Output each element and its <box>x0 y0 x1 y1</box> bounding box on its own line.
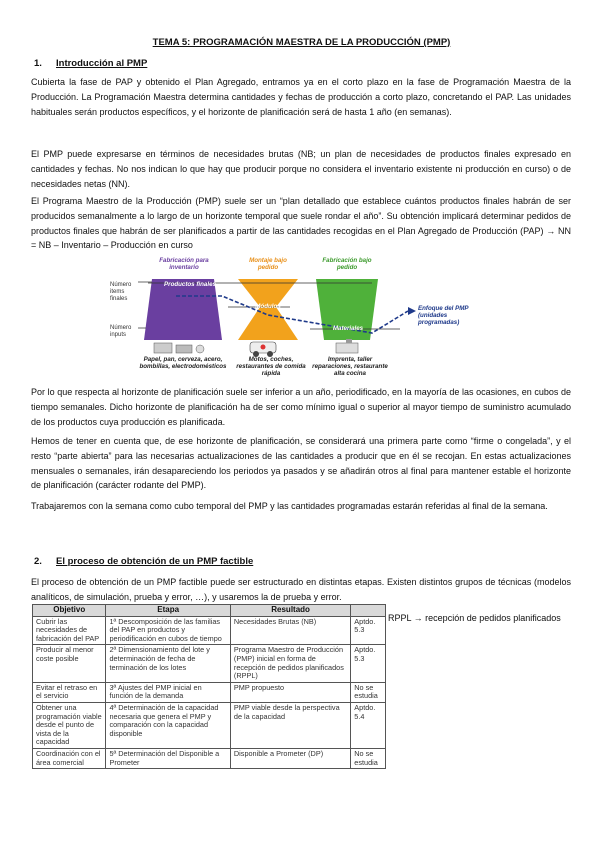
diagram-materials: Materiales <box>332 325 364 332</box>
table-header-row <box>33 605 386 617</box>
diagram-head-order: Fabricación bajo pedido <box>322 257 372 271</box>
section-1-heading <box>34 58 147 69</box>
table-header <box>351 605 386 617</box>
inventory-trapezoid <box>144 279 222 340</box>
table-cell: No se estudia <box>351 682 386 702</box>
diagram-caption-assembly: Motos, coches, restaurantes de comida rápida <box>236 356 306 377</box>
table-header: Etapa <box>106 605 230 617</box>
diagram-caption-inventory: Papel, pan, cerveza, acero, bombillas, electrodomésticos <box>139 356 227 370</box>
section-title: El proceso de obtención de un PMP factible <box>56 556 254 567</box>
diagram-label-final-items: Número items finales <box>110 282 132 302</box>
diagram-modules: Módulos <box>255 303 281 310</box>
table-cell: 5ª Determinación del Disponible a Prometer <box>106 748 230 768</box>
section-2-heading <box>34 556 253 567</box>
table-cell: Programa Maestro de Producción (PMP) inicial en forma de recepción de pedidos planificados (RPPL) <box>230 645 350 682</box>
table-cell: 2ª Dimensionamiento del lote y determinación de fecha de terminación de los lotes <box>106 645 230 682</box>
section-title: Introducción al PMP <box>56 58 148 69</box>
table-cell: PMP viable desde la perspectiva de la capacidad <box>230 702 350 748</box>
paragraph-4: Por lo que respecta al horizonte de planificación suele ser inferior a un año, periodificado, en la mayoría de las ocasiones, en cubos de tiempo semanales. Dicho horizonte de planificación ha de ser como mínimo igual o superior al mayor tiempo de suministro acumulado de los productos cuya producción es planificada. <box>31 387 571 427</box>
diagram-head-inventory: Fabricación para inventario <box>159 257 209 271</box>
table-row <box>33 616 386 645</box>
diagram-final-products: Productos finales <box>164 281 216 288</box>
paragraph-7: El proceso de obtención de un PMP factible puede ser estructurado en distintas etapas. Existen distintos grupos de técnicas (modelos analíticos, de simulación, prueba y error, …), y usaremos la de prueba y error. <box>31 577 571 602</box>
table-row <box>33 682 386 702</box>
table-cell: Aptdo. 5.3 <box>351 616 386 645</box>
table-cell: No se estudia <box>351 748 386 768</box>
pmp-stages-table <box>32 604 386 769</box>
diagram-head-assembly: Montaje bajo pedido <box>249 257 287 271</box>
table-row <box>33 645 386 682</box>
diagram-label-inputs: Número inputs <box>110 325 132 338</box>
table-cell: Obtener una programación viable desde el punto de vista de la capacidad <box>33 702 106 748</box>
paragraph-5: Hemos de tener en cuenta que, de ese horizonte de planificación, se considerará una primera parte como “firme o congelada”, y el resto “parte abierta” para las necesarias actualizaciones de las cantidades a producir que en él se recojan. En estas actualizaciones mensuales o semanales, irán desapareciendo los periodos ya pasados y se añadirán otros al final para mantener estable el horizonte de planificación (carácter rodante del PMP). <box>31 436 571 491</box>
table-cell: PMP propuesto <box>230 682 350 702</box>
table-cell: Evitar el retraso en el servicio <box>33 682 106 702</box>
table-row <box>33 748 386 768</box>
table-cell: 3ª Ajustes del PMP inicial en función de la demanda <box>106 682 230 702</box>
table-cell: Producir al menor coste posible <box>33 645 106 682</box>
section-number: 1. <box>34 58 42 69</box>
diagram-caption-order: Imprenta, taller reparaciones, restaurante alta cocina <box>312 356 388 377</box>
table-header: Resultado <box>230 605 350 617</box>
table-header: Objetivo <box>33 605 106 617</box>
paragraph-2: El PMP puede expresarse en términos de necesidades brutas (NB; un plan de necesidades de productos finales expresado en cantidades y fechas. No nos indican lo que hay que producir porque no considera el inventario existente ni producción en curso) o de necesidades netas (NN). <box>31 149 571 189</box>
table-cell: Cubrir las necesidades de fabricación del PAP <box>33 616 106 645</box>
paragraph-3: El Programa Maestro de la Producción (PMP) suele ser un “plan detallado que establece cuántos productos finales habrán de ser producidos semanalmente a lo largo de un horizonte temporal que suele rondar el año”. Su obtención implicará determinar pedidos de productos finales que habrán de ser planificados a partir de las cantidades recogidas en el Plan Agregado de Producción (PAP) → NN = NB – Inventario – Producción en curso <box>31 196 571 251</box>
table-cell: Necesidades Brutas (NB) <box>230 616 350 645</box>
document-title: TEMA 5: PROGRAMACIÓN MAESTRA DE LA PRODUCCIÓN (PMP) <box>152 37 451 48</box>
table-cell: Disponible a Prometer (DP) <box>230 748 350 768</box>
paragraph-1: Cubierta la fase de PAP y obtenido el Plan Agregado, entramos ya en el corto plazo en la fase de Programación Maestra de la Producción. La Programación Maestra determina cantidades y fechas de producción a corto plazo, concretando el PAP. Las unidades habituales serán productos específicos, y el horizonte de planificación será de hasta 1 año (en semanas). <box>31 77 571 117</box>
diagram-pmp-focus: Enfoque del PMP (unidades programadas) <box>418 305 469 326</box>
paragraph-6: Trabajaremos con la semana como cubo temporal del PMP y las cantidades programadas estarán referidas al final de la semana. <box>31 501 548 511</box>
table-row <box>33 702 386 748</box>
table-cell: Aptdo. 5.3 <box>351 645 386 682</box>
rppl-note: RPPL → recepción de pedidos planificados <box>388 613 561 623</box>
table-cell: 4ª Determinación de la capacidad necesaria que genera el PMP y comparación con la capacidad disponible <box>106 702 230 748</box>
section-number: 2. <box>34 556 42 567</box>
production-types-diagram <box>110 257 480 377</box>
table-cell: Coordinación con el área comercial <box>33 748 106 768</box>
table-cell: 1ª Descomposición de las familias del PAP en productos y periodificación en cubos de tiempo <box>106 616 230 645</box>
table-cell: Aptdo. 5.4 <box>351 702 386 748</box>
